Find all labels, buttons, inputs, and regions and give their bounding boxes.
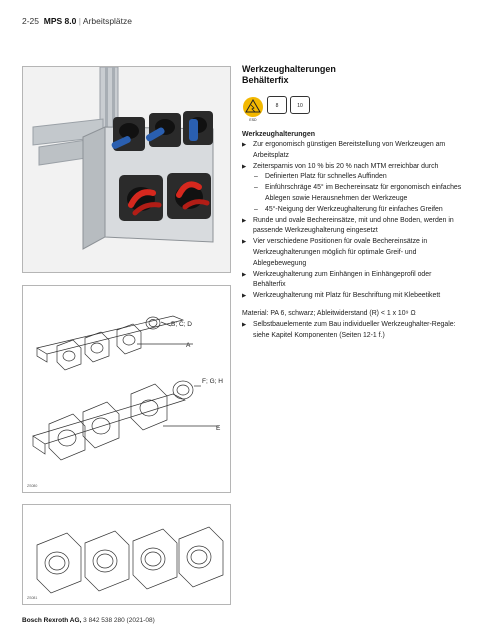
list-item: ▶ Runde und ovale Bechereinsätze, mit und ohne Boden, werden in passende Werkzeughalterung eingesetzt (242, 216, 464, 238)
page-title (242, 64, 464, 86)
figure-id: ZS080 (27, 484, 38, 488)
callout-a: A (186, 342, 191, 349)
callout-bcd: B; C; D (171, 321, 192, 328)
scale-8-icon (267, 96, 287, 114)
page-footer (22, 617, 155, 624)
list-item: ▶ Vier verschiedene Positionen für ovale Bechereinsätze in Werkzeughalterungen möglich für optimale Greif- und Ablegebewegung (242, 237, 464, 269)
assembly-line-drawing (23, 286, 231, 493)
esd-label: ESD (249, 118, 257, 122)
list-item (242, 162, 464, 216)
company-name: Bosch Rexroth AG, (22, 617, 82, 624)
exploded-drawing (22, 285, 231, 493)
document-number: 3 842 538 280 (2021-08) (83, 617, 155, 624)
scale-8-label: 8 (275, 103, 279, 109)
material-spec: Material: PA 6, schwarz; Ableitwiderstand (R) < 1 x 10⁹ Ω (242, 309, 416, 317)
list-item: ▶ Selbstbauelemente zum Bau individueller Werkzeughalter-Regale: siehe Kapitel Komponenten (Seiten 12-1 f.) (242, 320, 464, 342)
section-heading: Werkzeughalterungen (242, 131, 315, 138)
scale-10-icon (290, 96, 310, 114)
header-separator: | (78, 16, 81, 26)
product-name: MPS 8.0 (43, 16, 77, 26)
extra-list (242, 320, 464, 342)
four-holders-drawing (23, 505, 231, 605)
text-column (242, 64, 464, 341)
feature-icons (242, 96, 464, 122)
sub-list (253, 172, 464, 215)
scale-10-label: 10 (297, 103, 303, 109)
sub-list-item: – Definierten Platz für schnelles Auffinden (253, 172, 464, 183)
title-line-2: Behälterfix (242, 75, 289, 85)
page-header (22, 16, 132, 26)
list-item-text: Zeitersparnis von 10 % bis 20 % nach MTM erreichbar durch (253, 162, 439, 170)
list-item: ▶ Werkzeughalterung zum Einhängen in Einhängeprofil oder Behälterfix (242, 270, 464, 292)
product-photo (22, 66, 231, 273)
tool-holder-photo (23, 67, 231, 273)
esd-icon (242, 96, 264, 122)
sub-list-item: – 45°-Neigung der Werkzeughalterung für einfaches Greifen (253, 205, 464, 216)
page-number: 2-25 (22, 16, 40, 26)
title-line-1: Werkzeughalterungen (242, 64, 336, 74)
callout-e: E (216, 425, 221, 432)
figure-id: ZS081 (27, 596, 38, 600)
section-name: Arbeitsplätze (82, 16, 132, 26)
list-item: ▶ Zur ergonomisch günstigen Bereitstellung von Werkzeugen am Arbeitsplatz (242, 140, 464, 162)
sub-list-item: – Einführschräge 45° im Bechereinsatz für ergonomisch einfaches Ablegen sowie Herausnehmen der Werkzeuge (253, 183, 464, 205)
list-item: ▶ Werkzeughalterung mit Platz für Beschriftung mit Klebeetikett (242, 291, 464, 302)
callout-fgh: F; G; H (202, 378, 223, 385)
holders-drawing (22, 504, 231, 605)
feature-list (242, 140, 464, 302)
